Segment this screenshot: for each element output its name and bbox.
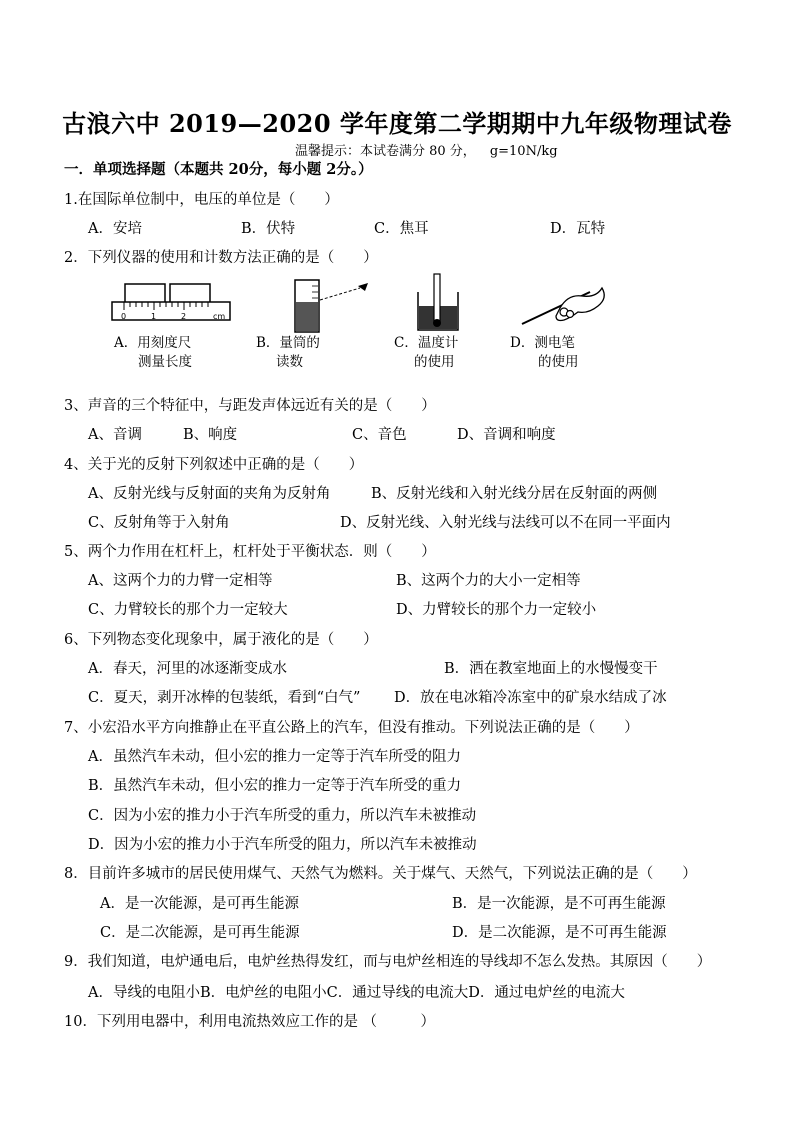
question-6-stem: 6、下列物态变化现象中，属于液化的是（ ） [64, 632, 378, 648]
question-4-stem: 4、关于光的反射下列叙述中正确的是（ ） [64, 457, 364, 473]
question-1-option-a: A．安培 [88, 221, 142, 237]
question-7-option-b: B．虽然汽车未动，但小宏的推力一定等于汽车所受的重力 [88, 778, 462, 794]
question-8-stem: 8．目前许多城市的居民使用煤气、天然气为燃料。关于煤气、天然气，下列说法正确的是（ ） [64, 866, 697, 882]
figure-c-caption: C．温度计 的使用 [394, 335, 459, 370]
ruler-tick-unit: cm [213, 312, 226, 321]
thermometer-beaker-illustration [410, 272, 470, 334]
question-1-stem: 1.在国际单位制中，电压的单位是（ ） [64, 192, 339, 208]
question-8-option-d: D．是二次能源，是不可再生能源 [452, 925, 667, 941]
question-7-option-d: D．因为小宏的推力小于汽车所受的阻力，所以汽车未被推动 [88, 837, 477, 853]
question-4-option-d: D、反射光线、入射光线与法线可以不在同一平面内 [340, 515, 671, 531]
question-8-option-a: A．是一次能源，是可再生能源 [100, 896, 299, 912]
question-3-option-d: D、音调和响度 [457, 427, 556, 443]
section-heading: 一．单项选择题（本题共 20分，每小题 2分。） [64, 161, 373, 178]
question-4-option-c: C、反射角等于入射角 [88, 515, 230, 531]
question-2-figure [100, 272, 620, 376]
question-3-option-a: A、音调 [88, 427, 142, 443]
question-1-option-d: D．瓦特 [550, 221, 606, 237]
question-9-option-b: B．电炉丝的电阻小 [199, 985, 327, 1001]
question-6-option-d: D．放在电冰箱冷冻室中的矿泉水结成了冰 [394, 690, 667, 706]
question-8-option-b: B．是一次能源，是不可再生能源 [452, 896, 666, 912]
question-4-option-a: A、反射光线与反射面的夹角为反射角 [88, 486, 331, 502]
question-5-option-a: A、这两个力的力臂一定相等 [88, 573, 273, 589]
question-4-option-b: B、反射光线和入射光线分居在反射面的两侧 [371, 486, 658, 502]
question-5-option-c: C、力臂较长的那个力一定较大 [88, 602, 288, 618]
graduated-cylinder-illustration [290, 272, 380, 334]
page-title: 古浪六中 2019—2020 学年度第二学期期中九年级物理试卷 [62, 109, 732, 138]
question-9-option-c: C．通过导线的电流大 [326, 985, 469, 1001]
question-8-option-c: C．是二次能源，是可再生能源 [100, 925, 300, 941]
question-5-option-d: D、力臂较长的那个力一定较小 [396, 602, 597, 618]
ruler-measuring-illustration [110, 282, 235, 330]
figure-d-caption: D．测电笔 的使用 [510, 335, 579, 370]
question-9-stem: 9．我们知道，电炉通电后，电炉丝热得发红，而与电炉丝相连的导线却不怎么发热。其原因（ ） [64, 954, 712, 970]
figure-a-caption: A．用刻度尺 测量长度 [114, 335, 192, 370]
question-3-option-b: B、响度 [183, 427, 238, 443]
question-6-option-a: A．春天，河里的冰逐渐变成水 [88, 661, 287, 677]
question-3-stem: 3、声音的三个特征中，与距发声体远近有关的是（ ） [64, 398, 436, 414]
question-1-option-c: C．焦耳 [374, 221, 429, 237]
question-5-option-b: B、这两个力的大小一定相等 [396, 573, 581, 589]
question-10-stem: 10．下列用电器中，利用电流热效应工作的是 （ ） [64, 1014, 436, 1030]
question-1-option-b: B．伏特 [241, 221, 296, 237]
question-2-stem: 2．下列仪器的使用和计数方法正确的是（ ） [64, 250, 378, 266]
question-6-option-b: B．洒在教室地面上的水慢慢变干 [444, 661, 658, 677]
question-5-stem: 5、两个力作用在杠杆上，杠杆处于平衡状态．则（ ） [64, 544, 436, 560]
question-7-option-c: C．因为小宏的推力小于汽车所受的重力，所以汽车未被推动 [88, 808, 477, 824]
tip-g-value: g=10N/kg [489, 144, 558, 159]
question-3-option-c: C、音色 [352, 427, 407, 443]
question-6-option-c: C．夏天，剥开冰棒的包装纸，看到“白气” [88, 690, 361, 706]
ruler-tick-1: 1 [151, 312, 157, 321]
question-7-option-a: A．虽然汽车未动，但小宏的推力一定等于汽车所受的阻力 [88, 749, 461, 765]
question-9-option-d: D．通过电炉丝的电流大 [468, 985, 625, 1001]
ruler-tick-2: 2 [181, 312, 187, 321]
question-7-stem: 7、小宏沿水平方向推静止在平直公路上的汽车，但没有推动。下列说法正确的是（ ） [64, 720, 639, 736]
question-9-option-a: A．导线的电阻小 [88, 985, 200, 1001]
question-9-options-row [88, 981, 625, 1002]
test-pen-hand-illustration [520, 278, 610, 328]
tip-text: 温馨提示：本试卷满分 80 分， [295, 144, 476, 159]
exam-tip [295, 140, 572, 159]
figure-b-caption: B．量筒的 读数 [256, 335, 320, 370]
ruler-tick-0: 0 [121, 312, 127, 321]
